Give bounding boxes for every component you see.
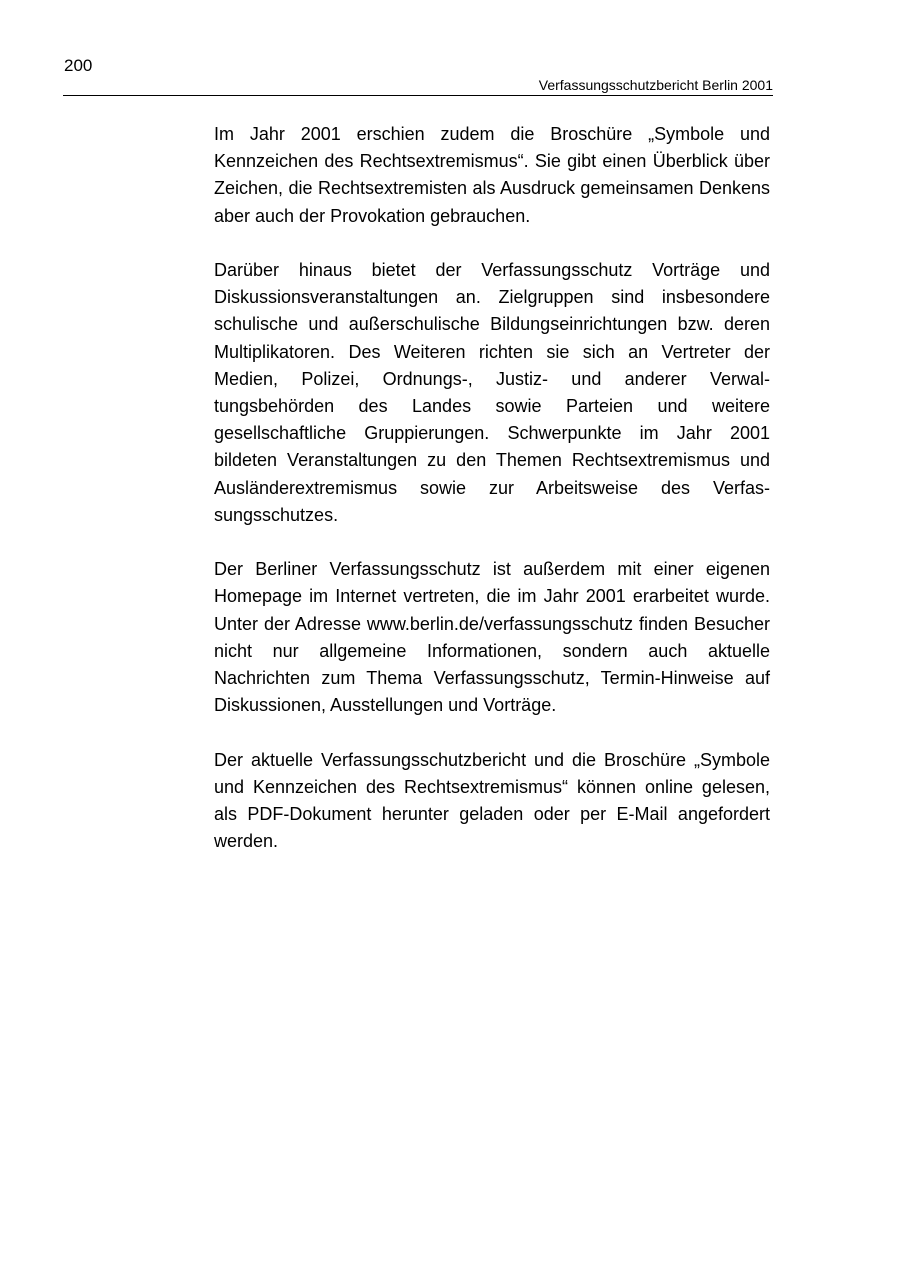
paragraph-homepage: Der Berliner Verfassungsschutz ist außerdem mit einer eigenen Homepage im Internet vertreten, die im Jahr 2001 erarbeitet wurde. Unter der Adresse www.berlin.de/verfassungsschutz finden Besucher nicht nur allgemeine Informationen, sondern auch aktuelle Nachrichten zum Thema Verfassungsschutz, Termin-Hinweise auf Diskussionen, Ausstellungen und Vorträge. — [214, 559, 770, 716]
paragraph-online-access: Der aktuelle Verfassungsschutzbericht und die Broschüre „Symbole und Kennzeichen des Rechtsextremismus“ können online gelesen, als PDF-Dokument herunter geladen oder per E-Mail angefordert werden. — [214, 749, 770, 852]
paragraph-brochure: Im Jahr 2001 erschien zudem die Broschüre „Symbole und Kennzeichen des Rechtsextremismus“. Sie gibt einen Überblick über Zeichen, die Rechtsextremisten als Ausdruck gemeinsamen Denkens aber auch der Provokation gebrauchen. — [214, 124, 770, 226]
running-header: Verfassungsschutzbericht Berlin 2001 — [63, 77, 773, 96]
paragraph-lectures: Darüber hinaus bietet der Verfassungsschutz Vorträge und Diskussionsveranstaltungen an. Zielgruppen sind insbesondere schulische und außerschulische Bildungseinrichtungen bzw. deren Multiplikatoren. Des Weiteren richten sie sich an Vertreter der Medien, Polizei, Ordnungs-, Justiz- und anderer Verwaltungsbehörden des Landes sowie Parteien und weitere gesellschaftliche Gruppierungen. Schwerpunkte im Jahr 2001 bildeten Veranstaltungen zu den Themen Rechtsextremismus und Ausländerextremismus sowie zur Arbeitsweise des Verfassungsschutzes. — [214, 260, 770, 525]
page-number: 200 — [64, 56, 93, 75]
body-text — [214, 121, 770, 883]
